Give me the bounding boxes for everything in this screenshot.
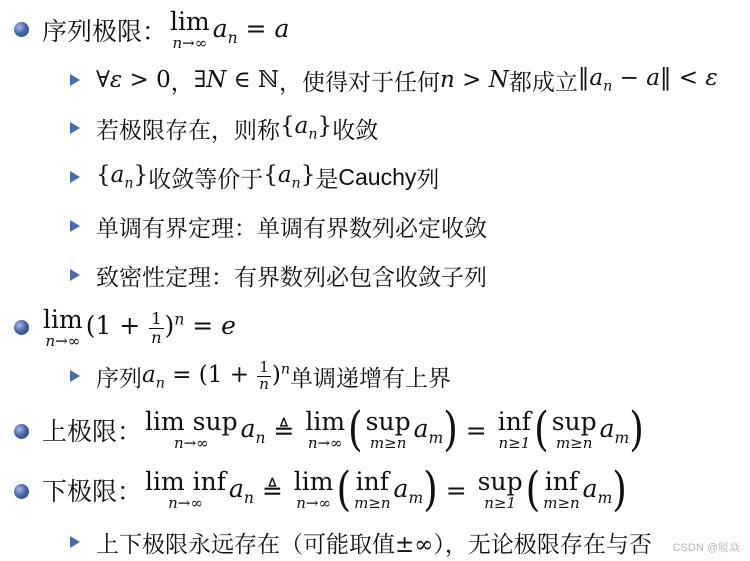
paren-right: ) bbox=[423, 461, 438, 517]
formula: $\{a_n\}$ bbox=[96, 162, 149, 192]
bullet-triangle-icon bbox=[70, 74, 80, 86]
text: 收敛 bbox=[332, 117, 379, 144]
label-limsup: 上极限： bbox=[42, 417, 143, 446]
text: 使得对于任何 bbox=[302, 69, 441, 96]
formula: = bbox=[437, 475, 475, 505]
label-sequence-limit: 序列极限： bbox=[42, 17, 168, 46]
inf-operator: inf m≥n bbox=[354, 467, 391, 512]
liminf-operator: lim inf n→∞ bbox=[145, 467, 227, 512]
text: 是 bbox=[315, 166, 339, 193]
formula: ≜ bbox=[265, 415, 303, 445]
formula: $a_m$ bbox=[599, 413, 630, 447]
formula: $a_m$ bbox=[393, 473, 424, 507]
item-liminf bbox=[42, 461, 750, 517]
text: 收敛等价于 bbox=[148, 166, 264, 193]
sup-operator: sup n≥1 bbox=[477, 467, 523, 512]
item-e-limit bbox=[40, 306, 750, 350]
inf-operator: inf n≥1 bbox=[497, 407, 532, 452]
separator: ， bbox=[170, 69, 194, 96]
formula: $a_m$ bbox=[582, 473, 613, 507]
text: 都成立 bbox=[508, 69, 578, 96]
bullet-ball-icon bbox=[14, 22, 29, 37]
lim-operator: lim n→∞ bbox=[293, 467, 334, 512]
paren-right: ) bbox=[629, 401, 644, 457]
paren-left: ( bbox=[336, 461, 352, 517]
paren-left: ( bbox=[525, 461, 541, 517]
formula: $\{a_n\}$ bbox=[280, 113, 333, 143]
item-e-sequence bbox=[96, 356, 750, 396]
item-epsilon-definition bbox=[96, 62, 750, 98]
bullet-ball-icon bbox=[14, 424, 29, 439]
formula: ∀ε > 0 bbox=[96, 67, 171, 93]
paren-left: ( bbox=[534, 401, 549, 457]
item-cauchy bbox=[96, 159, 750, 195]
formula: (1 + $\frac{1}{n}$ )$^n$ = e bbox=[85, 309, 236, 347]
item-monotone-theorem bbox=[96, 208, 750, 244]
text: 单调递增有上界 bbox=[290, 365, 451, 392]
bullet-triangle-icon bbox=[70, 171, 80, 183]
text: 若极限存在，则称 bbox=[96, 117, 280, 144]
formula: $‖a_n$ − a‖ < ε bbox=[577, 65, 718, 95]
text: 致密性定理：有界数列必包含收敛子列 bbox=[96, 264, 487, 291]
text: 序列 bbox=[96, 365, 142, 392]
formula: = bbox=[457, 415, 495, 445]
item-limsup-liminf-exist bbox=[96, 524, 750, 560]
paren-right: ) bbox=[443, 401, 458, 457]
formula: n > N bbox=[440, 67, 509, 93]
formula: ∃N ∈ ℕ bbox=[193, 67, 280, 93]
bullet-triangle-icon bbox=[70, 536, 80, 548]
formula: $a_m$ bbox=[413, 413, 444, 447]
cauchy-text: Cauchy bbox=[338, 163, 417, 190]
lim-operator: lim n→∞ bbox=[170, 7, 210, 52]
bullet-ball-icon bbox=[14, 320, 29, 335]
label-liminf: 下极限： bbox=[42, 477, 143, 506]
paren-right: ) bbox=[612, 461, 627, 517]
sup-operator: sup m≥n bbox=[365, 407, 411, 452]
item-convergence-def bbox=[96, 110, 750, 146]
separator: ， bbox=[279, 69, 303, 96]
limsup-operator: lim sup n→∞ bbox=[145, 407, 238, 452]
lim-operator: lim n→∞ bbox=[43, 305, 83, 350]
formula: ≜ bbox=[253, 475, 291, 505]
item-sequence-limit bbox=[42, 7, 750, 52]
formula: $a_n$ bbox=[240, 413, 266, 447]
bullet-triangle-icon bbox=[70, 269, 80, 281]
lim-operator: lim n→∞ bbox=[305, 407, 346, 452]
item-limsup bbox=[42, 401, 750, 457]
text: 单调有界定理：单调有界数列必定收敛 bbox=[96, 215, 487, 242]
text: 列 bbox=[416, 166, 440, 193]
text: 上下极限永远存在（可能取值±∞），无论极限存在与否 bbox=[96, 531, 652, 558]
bullet-triangle-icon bbox=[70, 220, 80, 232]
bullet-ball-icon bbox=[14, 484, 29, 499]
paren-left: ( bbox=[348, 401, 363, 457]
bullet-triangle-icon bbox=[70, 122, 80, 134]
sup-operator: sup m≥n bbox=[551, 407, 597, 452]
formula: $a_n$ bbox=[229, 473, 254, 507]
formula: $\{a_n\}$ bbox=[263, 162, 316, 192]
formula: $a_n = a$ bbox=[212, 13, 290, 47]
watermark: CSDN @暖焱 bbox=[672, 542, 740, 554]
item-compactness-theorem bbox=[96, 257, 750, 293]
bullet-triangle-icon bbox=[70, 370, 80, 382]
formula: $a_n = (1$ + $\frac{1}{n}$ )$^n$ bbox=[142, 357, 290, 393]
inf-operator: inf m≥n bbox=[543, 467, 580, 512]
